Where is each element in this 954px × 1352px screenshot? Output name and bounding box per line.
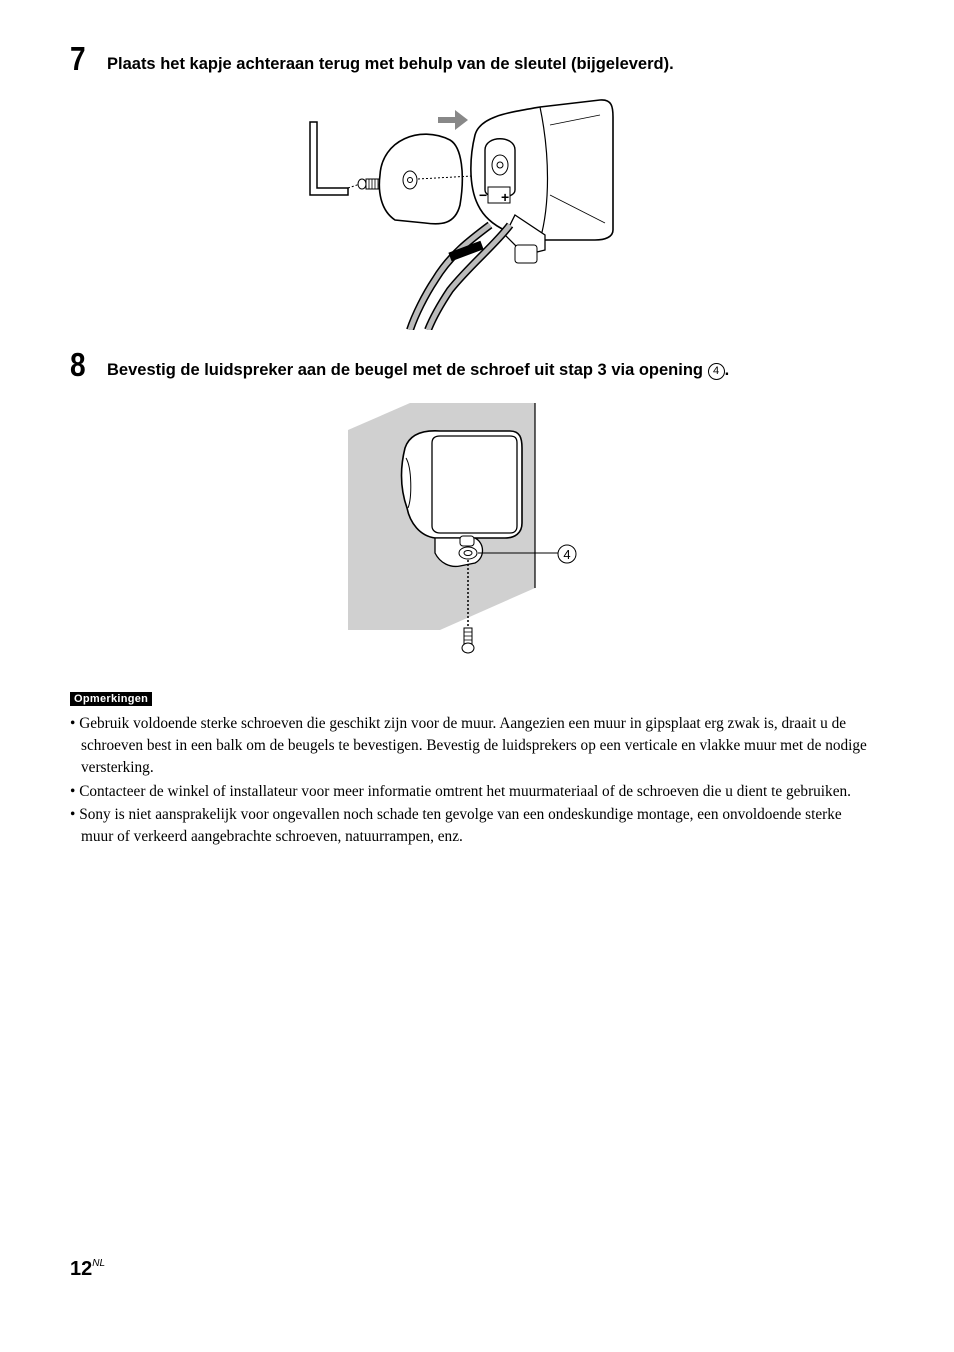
notes-label: Opmerkingen [70,692,152,706]
step-instruction-text: Bevestig de luidspreker aan de beugel met de schroef uit stap 3 via opening [107,361,708,379]
page-language: NL [92,1258,106,1269]
step-8 [70,346,730,383]
note-item: • Sony is niet aansprakelijk voor ongevallen noch schade ten gevolge van een ondeskundige montage, een onvoldoende sterke muur of verkeerd aangebrachte schroeven, natuurrampen, enz. [70,804,870,848]
page-number-value: 12 [70,1258,93,1280]
circled-number-4: 4 [708,363,725,380]
note-item: • Gebruik voldoende sterke schroeven die geschikt zijn voor de muur. Aangezien een muur in gipsplaat erg zwak is, draait u de schroeven best in een balk om de beugels te bevestigen. Bevestig de luidsprekers op een verticale en vlakke muur met de nodige versterking. [70,713,870,780]
step-instruction: Plaats het kapje achteraan terug met behulp van de sleutel (bijgeleverd). [107,55,674,73]
callout-4: 4 [563,547,571,562]
note-item: • Contacteer de winkel of installateur voor meer informatie omtrent het muurmateriaal of de schroeven die u dient te gebruiken. [70,781,870,803]
step-instruction-end: . [724,361,730,379]
reattach-cap-illustration [300,95,620,330]
notes-list [70,713,870,849]
step-instruction [107,360,729,380]
step-number: 8 [70,346,86,383]
mount-speaker-illustration [340,398,600,663]
step-7 [70,40,674,77]
page-number [70,1258,105,1281]
step-number: 7 [70,40,86,77]
svg-text:+: + [501,189,510,205]
svg-text:−: − [479,187,488,203]
